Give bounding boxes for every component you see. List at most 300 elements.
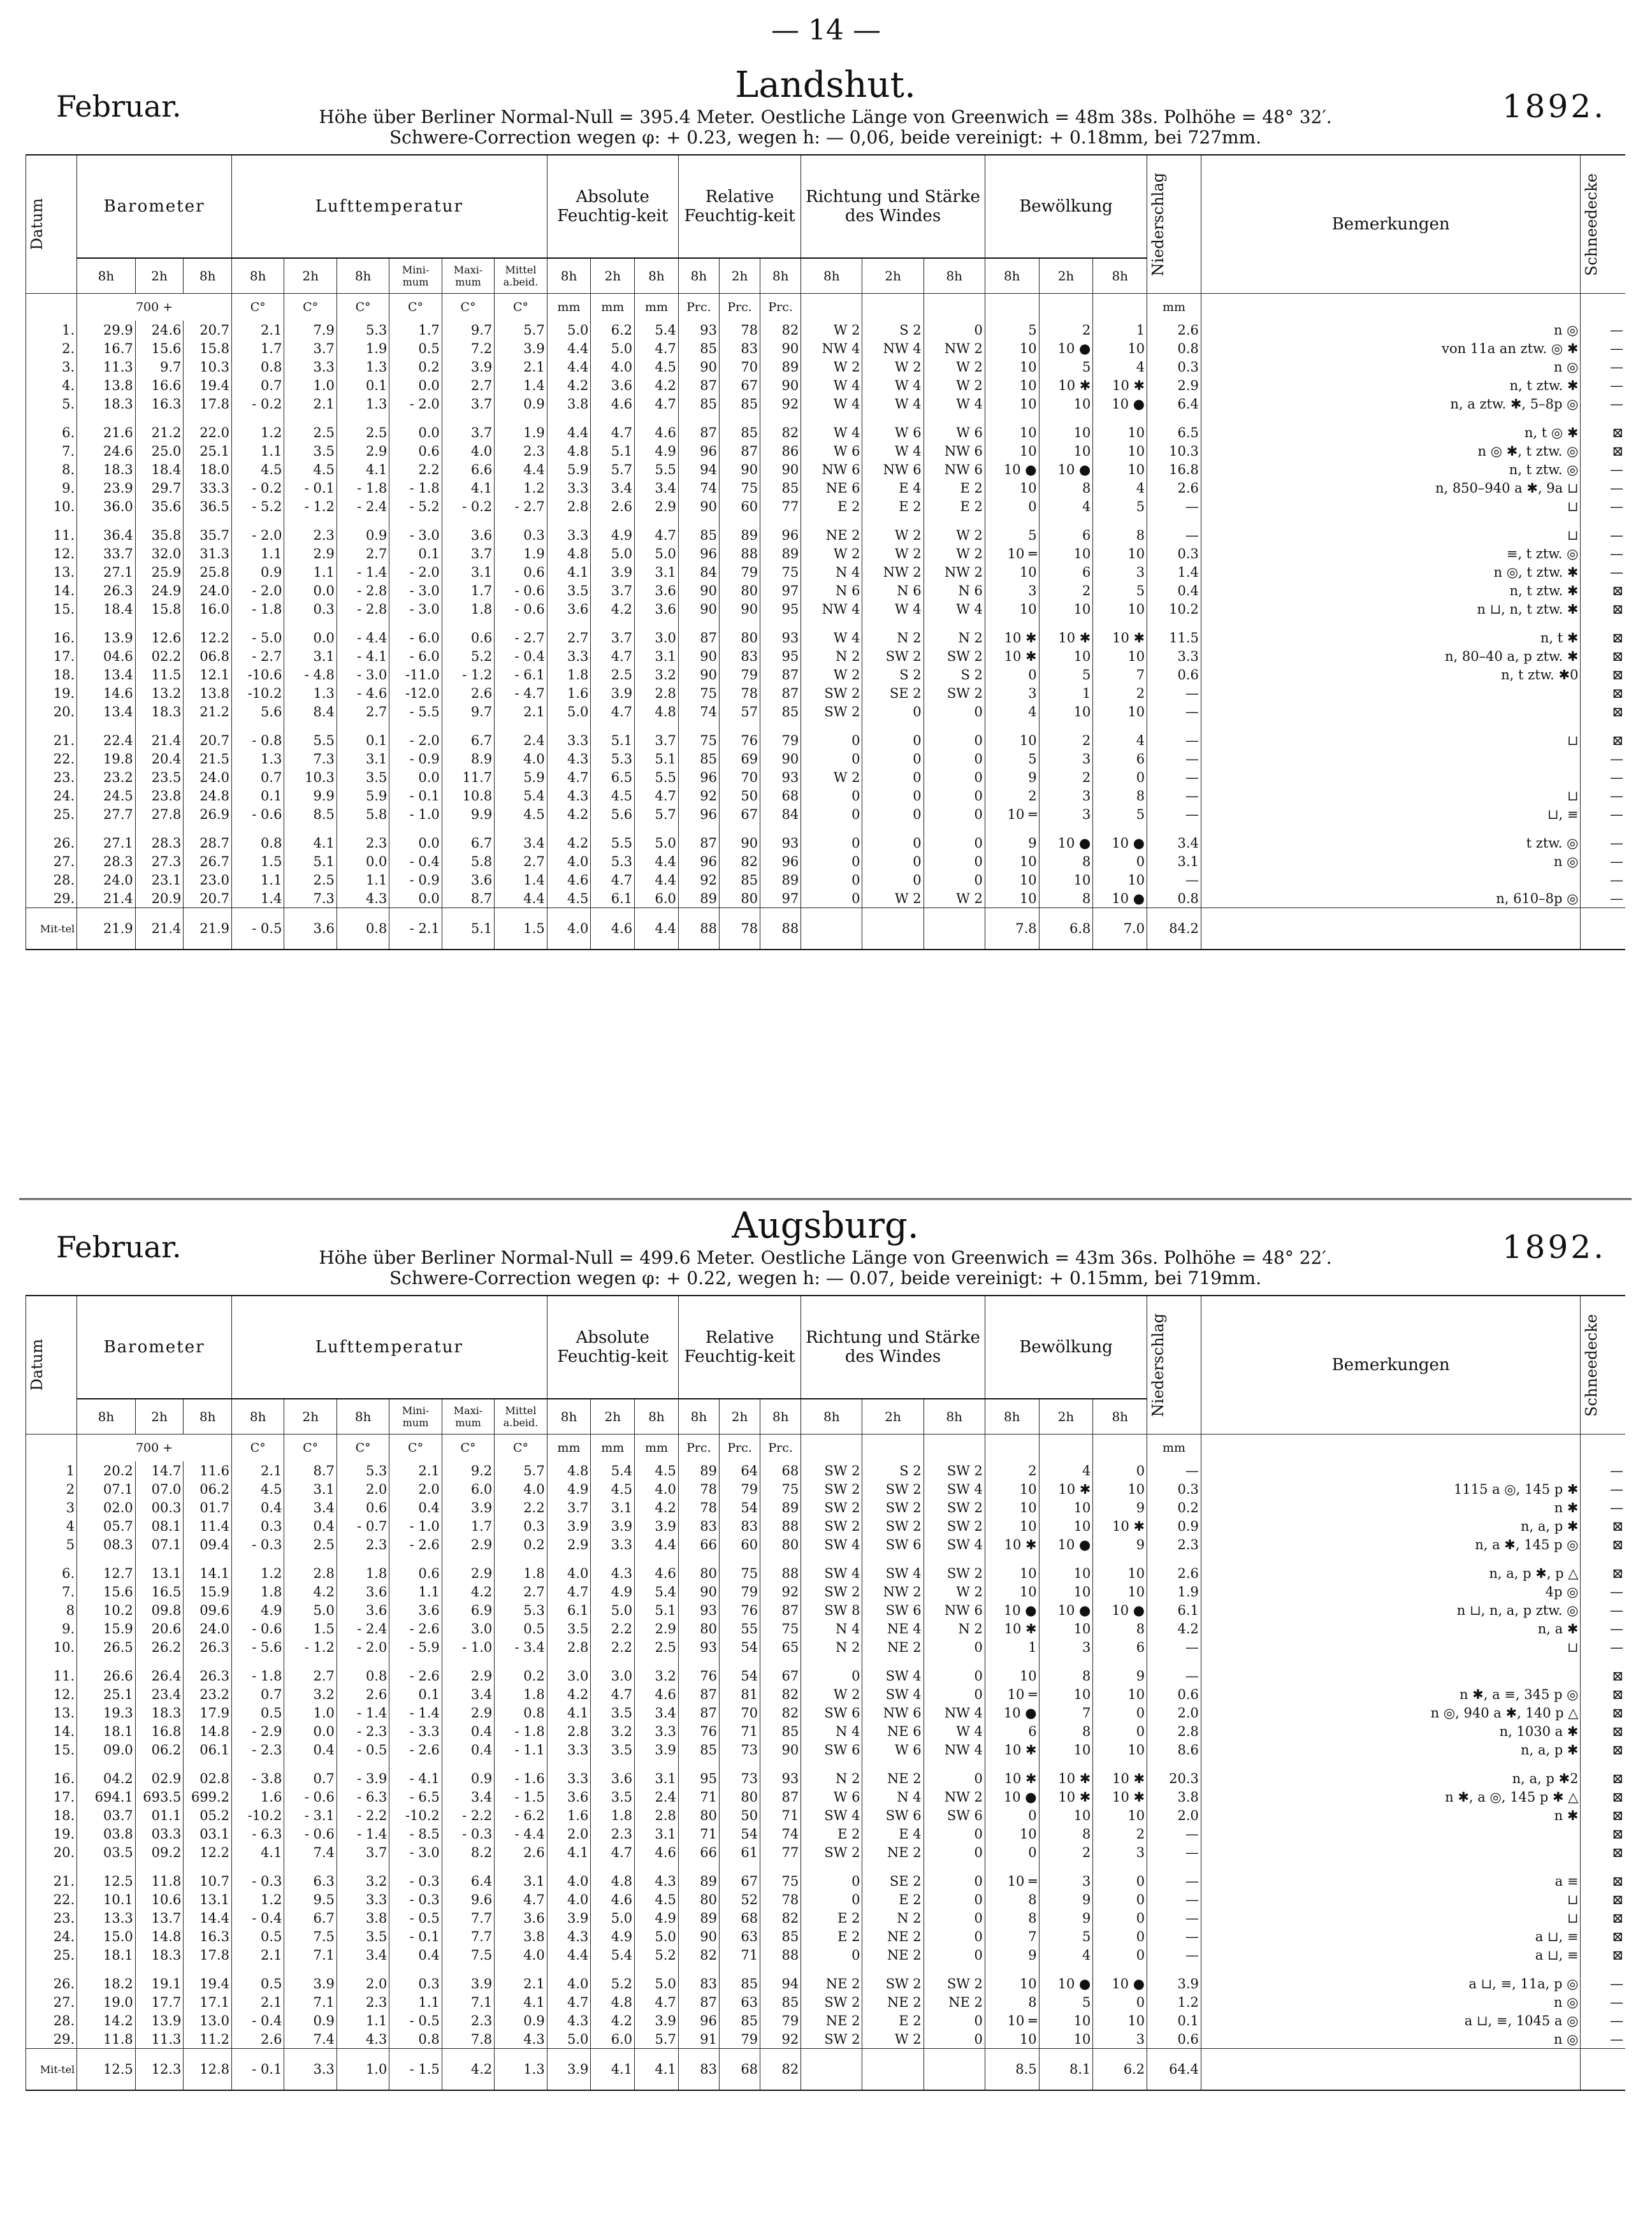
data-cell: SE 2 — [862, 1872, 924, 1890]
spacer-cell — [442, 413, 494, 423]
data-cell: 4.3 — [337, 889, 389, 908]
day-cell: 26. — [26, 1974, 77, 1993]
data-cell: 96 — [760, 526, 801, 544]
data-cell: 16.7 — [77, 339, 136, 358]
data-cell: - 0.1 — [389, 786, 442, 805]
data-cell: 0 — [924, 1843, 985, 1861]
data-cell: - 2.4 — [337, 497, 389, 516]
data-cell: 9 — [1039, 1890, 1093, 1909]
data-cell: 0.9 — [442, 1769, 494, 1788]
data-cell: 4 — [985, 702, 1039, 721]
data-cell: 79 — [719, 665, 760, 684]
table-row — [26, 1685, 1626, 1703]
spacer-cell — [862, 1861, 924, 1872]
data-cell: 0.2 — [1147, 1498, 1201, 1517]
data-cell: 4.4 — [547, 358, 591, 376]
spacer-cell — [1147, 823, 1201, 834]
data-cell: — — [1581, 339, 1625, 358]
table-row — [26, 1582, 1626, 1601]
data-cell: 76 — [678, 1666, 719, 1685]
units-cell: Prc. — [678, 294, 719, 321]
data-cell: ⊠ — [1581, 665, 1625, 684]
data-cell: — — [1581, 805, 1625, 823]
data-cell: 24.6 — [135, 321, 184, 339]
data-cell: 0 — [1093, 852, 1147, 871]
data-cell: - 2.6 — [389, 1619, 442, 1638]
data-cell: - 2.0 — [337, 1638, 389, 1656]
spacer-cell — [1201, 516, 1581, 526]
mean-cell: 4.0 — [547, 908, 591, 950]
data-cell: - 4.1 — [337, 647, 389, 665]
remarks-cell: n, a, p ✱, p △ — [1201, 1564, 1581, 1582]
data-cell: 11.5 — [135, 665, 184, 684]
data-cell: 18.2 — [77, 1974, 136, 1993]
data-cell: 15.9 — [184, 1582, 232, 1601]
spacer-cell — [442, 1656, 494, 1666]
spacer-cell — [337, 1861, 389, 1872]
data-cell: 82 — [760, 1703, 801, 1722]
spacer-cell — [1093, 1964, 1147, 1974]
data-cell: 85 — [760, 479, 801, 497]
data-cell: 2.5 — [284, 1535, 337, 1554]
data-cell: 09.0 — [77, 1740, 136, 1759]
data-cell: 5 — [985, 526, 1039, 544]
data-cell: 00.3 — [135, 1498, 184, 1517]
data-cell: 3.3 — [635, 1722, 679, 1740]
data-cell: 4.7 — [547, 1582, 591, 1601]
spacer-cell — [1581, 1656, 1625, 1666]
spacer-cell — [1093, 1554, 1147, 1564]
units-cell: C° — [284, 294, 337, 321]
mean-cell: 4.4 — [635, 908, 679, 950]
data-cell: 63 — [719, 1927, 760, 1946]
data-cell: 64 — [719, 1461, 760, 1480]
data-cell: - 1.4 — [337, 1825, 389, 1843]
data-cell: 96 — [678, 442, 719, 460]
data-cell: 90 — [719, 834, 760, 852]
day-cell: 12. — [26, 1685, 77, 1703]
data-cell: 3.7 — [591, 628, 635, 647]
spacer-cell — [678, 1656, 719, 1666]
data-cell: W 2 — [862, 526, 924, 544]
year-label: 1892. — [1502, 1229, 1606, 1266]
data-cell: 4.0 — [547, 1974, 591, 1993]
data-cell: 76 — [719, 731, 760, 749]
spacer-cell — [924, 1861, 985, 1872]
data-cell: 0.5 — [231, 1974, 284, 1993]
data-cell: 1.1 — [284, 563, 337, 581]
spacer-cell — [801, 618, 862, 628]
spacer-cell — [337, 823, 389, 834]
data-cell: 09.4 — [184, 1535, 232, 1554]
data-cell: — — [1147, 1909, 1201, 1927]
spacer-cell — [135, 618, 184, 628]
data-cell: W 4 — [801, 628, 862, 647]
data-cell: - 3.3 — [389, 1722, 442, 1740]
data-cell: 16.8 — [1147, 460, 1201, 479]
data-cell: 10 — [1093, 1685, 1147, 1703]
data-cell: 80 — [678, 1564, 719, 1582]
table-row — [26, 1517, 1626, 1535]
data-cell: 90 — [760, 339, 801, 358]
spacer-cell — [862, 1656, 924, 1666]
mean-cell — [1581, 2049, 1625, 2091]
spacer-cell — [184, 1861, 232, 1872]
data-cell: 7.3 — [284, 749, 337, 768]
data-cell: 3.3 — [547, 647, 591, 665]
remarks-cell: a ⊔, ≡ — [1201, 1946, 1581, 1964]
data-cell: 4.9 — [231, 1601, 284, 1619]
data-cell: 0 — [1093, 1993, 1147, 2011]
mean-cell: 78 — [719, 908, 760, 950]
data-cell: 4.7 — [635, 1993, 679, 2011]
data-cell: 3.1 — [635, 647, 679, 665]
spacer-cell — [77, 618, 136, 628]
data-cell: 12.1 — [184, 665, 232, 684]
data-cell: ⊠ — [1581, 1685, 1625, 1703]
day-cell: 10. — [26, 497, 77, 516]
data-cell: 9 — [1093, 1666, 1147, 1685]
data-cell: 3 — [1093, 563, 1147, 581]
day-cell: 29. — [26, 2030, 77, 2049]
units-cell — [1093, 1435, 1147, 1462]
data-cell: 0 — [801, 786, 862, 805]
data-cell: 15.6 — [77, 1582, 136, 1601]
data-cell: 5.5 — [635, 768, 679, 786]
data-cell: 10 — [985, 1498, 1039, 1517]
day-cell: 14. — [26, 581, 77, 600]
data-cell: 5.4 — [495, 786, 547, 805]
remarks-header: Bemerkungen — [1201, 155, 1581, 294]
data-cell: - 8.5 — [389, 1825, 442, 1843]
data-cell: 2.3 — [495, 442, 547, 460]
station-section-augsburg — [19, 1204, 1632, 2091]
data-cell: 76 — [719, 1601, 760, 1619]
data-cell: 05.7 — [77, 1517, 136, 1535]
day-cell: 28. — [26, 2011, 77, 2030]
data-cell: 4.5 — [591, 786, 635, 805]
data-cell: 4.5 — [495, 805, 547, 823]
data-cell: - 2.9 — [231, 1722, 284, 1740]
data-cell: 3.3 — [547, 731, 591, 749]
units-datum-cell — [26, 1435, 77, 1462]
data-cell: 0 — [862, 834, 924, 852]
sub-header-20: 8h — [1093, 1399, 1147, 1435]
data-cell: 2 — [985, 786, 1039, 805]
data-cell: 75 — [719, 479, 760, 497]
data-cell: 02.0 — [77, 1498, 136, 1517]
data-cell: — — [1581, 1582, 1625, 1601]
data-cell: 11.8 — [77, 2030, 136, 2049]
spacer-cell — [231, 618, 284, 628]
spacer-cell — [231, 1964, 284, 1974]
data-cell: 699.2 — [184, 1788, 232, 1806]
data-cell: - 6.5 — [389, 1788, 442, 1806]
spacer-cell — [1581, 618, 1625, 628]
data-cell: 1.4 — [1147, 563, 1201, 581]
spacer-cell — [760, 1861, 801, 1872]
data-cell: 15.0 — [77, 1927, 136, 1946]
data-cell: W 2 — [862, 2030, 924, 2049]
data-cell: 10 — [985, 563, 1039, 581]
sub-header-0: 8h — [77, 1399, 136, 1435]
data-cell: 2.5 — [635, 1638, 679, 1656]
data-cell: 68 — [760, 1461, 801, 1480]
data-cell: 4.3 — [635, 1872, 679, 1890]
data-cell: 3.8 — [495, 1927, 547, 1946]
data-cell: 10.1 — [77, 1890, 136, 1909]
data-cell: 7.1 — [284, 1946, 337, 1964]
spacer-cell — [635, 1759, 679, 1769]
data-cell: 79 — [719, 1480, 760, 1498]
data-cell: 10 — [1039, 423, 1093, 442]
remarks-cell: n, t ztw. ◎ — [1201, 460, 1581, 479]
data-cell: NW 4 — [801, 339, 862, 358]
data-cell: 8 — [985, 1890, 1039, 1909]
data-cell: 0.2 — [495, 1535, 547, 1554]
data-cell: 1.6 — [547, 1806, 591, 1825]
spacer-cell — [284, 413, 337, 423]
remarks-cell: n ◎ — [1201, 1993, 1581, 2011]
data-cell: 694.1 — [77, 1788, 136, 1806]
data-cell: 3.5 — [284, 442, 337, 460]
mean-cell — [801, 908, 862, 950]
data-cell: 0 — [862, 871, 924, 889]
data-cell: ⊠ — [1581, 423, 1625, 442]
remarks-cell — [1201, 684, 1581, 702]
data-cell: 1.1 — [231, 544, 284, 563]
data-cell: 6.7 — [442, 834, 494, 852]
data-cell: ⊠ — [1581, 1806, 1625, 1825]
data-cell: 10 ✱ — [1093, 628, 1147, 647]
sub-header-9: 8h — [547, 258, 591, 294]
data-cell: 0 — [1093, 1722, 1147, 1740]
spacer-cell — [1201, 1554, 1581, 1564]
data-cell: 71 — [678, 1788, 719, 1806]
data-cell: 10 — [985, 1582, 1039, 1601]
data-cell: 90 — [719, 460, 760, 479]
table-row — [26, 702, 1626, 721]
table-row — [26, 1843, 1626, 1861]
table-row — [26, 321, 1626, 339]
sub-header-9: 8h — [547, 1399, 591, 1435]
data-cell: 0 — [985, 665, 1039, 684]
data-cell: SW 4 — [924, 1480, 985, 1498]
data-cell: 0.3 — [495, 526, 547, 544]
data-cell: 4.0 — [495, 1480, 547, 1498]
data-cell: 4.3 — [591, 1564, 635, 1582]
day-cell: 14. — [26, 1722, 77, 1740]
mean-cell: 3.6 — [284, 908, 337, 950]
data-cell: 11.2 — [184, 2030, 232, 2049]
day-cell: 17. — [26, 1788, 77, 1806]
data-cell: 0.8 — [231, 834, 284, 852]
mean-cell: 12.8 — [184, 2049, 232, 2091]
data-cell: 0 — [801, 749, 862, 768]
data-cell: 60 — [719, 497, 760, 516]
day-cell: 25. — [26, 805, 77, 823]
data-cell: 0 — [801, 1872, 862, 1890]
spacer-cell — [184, 618, 232, 628]
spacer-cell — [389, 1554, 442, 1564]
spacer-cell — [495, 823, 547, 834]
data-cell: 93 — [678, 321, 719, 339]
data-cell: W 4 — [924, 1722, 985, 1740]
data-cell: 27.3 — [135, 852, 184, 871]
spacer-cell — [719, 1656, 760, 1666]
data-cell: 0.1 — [231, 786, 284, 805]
data-cell: 1.5 — [284, 1619, 337, 1638]
spacer-cell — [1147, 1964, 1201, 1974]
spacer-cell — [678, 413, 719, 423]
data-cell: 8.5 — [284, 805, 337, 823]
spacer-cell — [801, 413, 862, 423]
data-cell: 1.1 — [337, 2011, 389, 2030]
data-cell: ⊠ — [1581, 1843, 1625, 1861]
data-cell: 28.3 — [77, 852, 136, 871]
data-cell: 4.7 — [591, 1843, 635, 1861]
data-cell: SW 4 — [862, 1685, 924, 1703]
data-cell: 67 — [719, 376, 760, 394]
units-cell: C° — [442, 1435, 494, 1462]
data-cell: 5.0 — [591, 544, 635, 563]
data-cell: 22.0 — [184, 423, 232, 442]
data-cell: — — [1147, 1872, 1201, 1890]
data-cell: 21.2 — [135, 423, 184, 442]
data-cell: 0.9 — [495, 394, 547, 413]
spacer-cell — [337, 1964, 389, 1974]
data-cell: 4.9 — [591, 1582, 635, 1601]
data-cell: 29.9 — [77, 321, 136, 339]
spacer-cell — [985, 1656, 1039, 1666]
data-cell: 4.0 — [547, 1564, 591, 1582]
remarks-cell — [1201, 1461, 1581, 1480]
spacer-cell — [719, 1759, 760, 1769]
spacer-cell — [862, 516, 924, 526]
remarks-cell: 4p ◎ — [1201, 1582, 1581, 1601]
spacer-cell — [26, 1656, 77, 1666]
data-cell: 8 — [1039, 1825, 1093, 1843]
data-cell: NW 6 — [924, 1601, 985, 1619]
units-cell — [1201, 1435, 1581, 1462]
snow-cover-header-label: Schneedecke — [1583, 1313, 1601, 1417]
data-cell: 2.1 — [231, 1946, 284, 1964]
data-cell: 96 — [678, 805, 719, 823]
units-cell — [1201, 294, 1581, 321]
data-cell: ⊠ — [1581, 1909, 1625, 1927]
data-cell: SW 2 — [924, 647, 985, 665]
spacer-cell — [337, 721, 389, 731]
mean-cell: 3.3 — [284, 2049, 337, 2091]
day-cell: 4 — [26, 1517, 77, 1535]
data-cell: 2.5 — [337, 423, 389, 442]
data-cell: 24.6 — [77, 442, 136, 460]
spacer-cell — [495, 413, 547, 423]
data-cell: 96 — [678, 544, 719, 563]
data-cell: 10 ✱ — [1039, 1788, 1093, 1806]
data-cell: 10 — [1093, 600, 1147, 618]
remarks-cell: n ⊔, n, a, p ztw. ◎ — [1201, 1601, 1581, 1619]
wind-header: Richtung und Stärke des Windes — [801, 155, 985, 258]
data-cell: 36.5 — [184, 497, 232, 516]
data-cell: 27.8 — [135, 805, 184, 823]
table-row — [26, 1498, 1626, 1517]
data-cell: 0.5 — [495, 1619, 547, 1638]
data-cell: 15.6 — [135, 339, 184, 358]
data-cell: 35.7 — [184, 526, 232, 544]
data-cell: 10 ✱ — [1039, 628, 1093, 647]
data-cell: 88 — [760, 1517, 801, 1535]
units-cell: mm — [591, 294, 635, 321]
data-cell: 0 — [862, 852, 924, 871]
units-cell: Prc. — [760, 294, 801, 321]
remarks-cell: ⊔ — [1201, 786, 1581, 805]
data-cell: - 0.1 — [284, 479, 337, 497]
data-cell: 0.8 — [495, 1703, 547, 1722]
data-cell: NW 4 — [862, 339, 924, 358]
data-cell: 0 — [924, 702, 985, 721]
data-cell: 4.4 — [547, 1946, 591, 1964]
mean-cell: 88 — [760, 908, 801, 950]
data-cell: 7.8 — [442, 2030, 494, 2049]
data-cell: 3.6 — [337, 1582, 389, 1601]
sub-header-7: Maxi-mum — [442, 1399, 494, 1435]
data-cell: 74 — [678, 702, 719, 721]
table-row — [26, 1722, 1626, 1740]
data-cell: 3.9 — [547, 1909, 591, 1927]
data-cell: 10 ✱ — [1039, 1480, 1093, 1498]
data-cell: 6.1 — [1147, 1601, 1201, 1619]
data-cell: 96 — [678, 2011, 719, 2030]
spacer-cell — [442, 1861, 494, 1872]
data-cell: NW 2 — [862, 563, 924, 581]
data-cell: — — [1581, 1601, 1625, 1619]
data-cell: 4.6 — [547, 871, 591, 889]
data-cell: 10 — [1039, 702, 1093, 721]
remarks-cell: ⊔ — [1201, 1638, 1581, 1656]
data-cell: 2.8 — [547, 1722, 591, 1740]
data-cell: 0.0 — [284, 581, 337, 600]
data-cell: SW 2 — [801, 684, 862, 702]
day-cell: 15. — [26, 600, 77, 618]
data-cell: 2.6 — [442, 684, 494, 702]
data-cell: 1.1 — [389, 1582, 442, 1601]
station-meta-height: Höhe über Berliner Normal-Null = 395.4 Meter. Oestliche Länge von Greenwich = 48m 38s. Polhöhe = 48° 32′. — [319, 106, 1332, 127]
data-cell: 80 — [719, 581, 760, 600]
data-cell: ⊠ — [1581, 1740, 1625, 1759]
data-cell: 7 — [1093, 665, 1147, 684]
spacer-cell — [231, 1759, 284, 1769]
day-cell: 24. — [26, 1927, 77, 1946]
data-cell: 3.4 — [442, 1685, 494, 1703]
data-cell: 5 — [1039, 1993, 1093, 2011]
data-cell: 4.8 — [591, 1993, 635, 2011]
data-cell: 25.1 — [77, 1685, 136, 1703]
data-cell: - 0.6 — [284, 1788, 337, 1806]
spacer-cell — [184, 823, 232, 834]
data-cell: 7 — [985, 1927, 1039, 1946]
data-cell: 18.1 — [77, 1722, 136, 1740]
data-cell: 20.7 — [184, 731, 232, 749]
data-cell: 19.8 — [77, 749, 136, 768]
data-cell: 01.7 — [184, 1498, 232, 1517]
remarks-cell: ⊔ — [1201, 497, 1581, 516]
data-cell: 0.1 — [389, 1685, 442, 1703]
data-cell: SW 2 — [924, 1974, 985, 1993]
data-cell: 10 ✱ — [1093, 1517, 1147, 1535]
data-cell: 2.9 — [337, 442, 389, 460]
data-cell: 55 — [719, 1619, 760, 1638]
